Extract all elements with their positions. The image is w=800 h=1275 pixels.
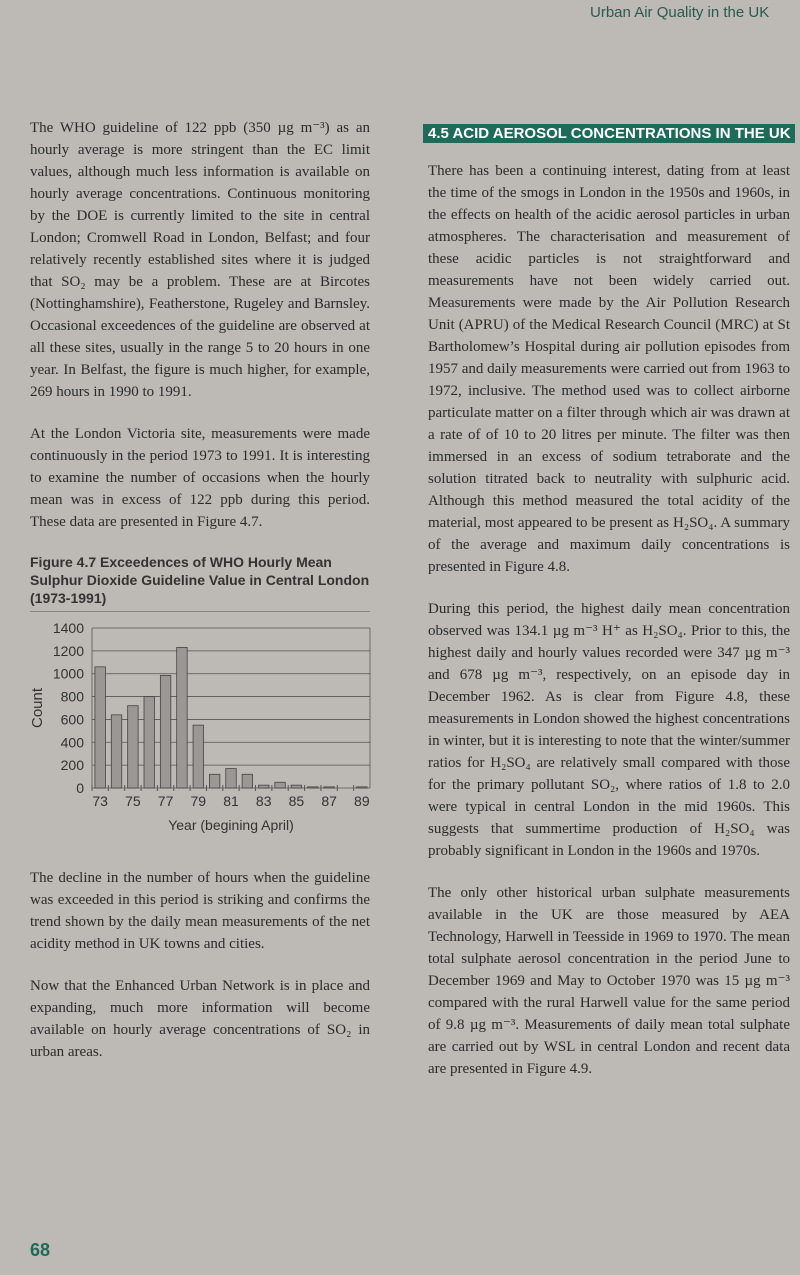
paragraph: The decline in the number of hours when the guideline was exceeded in this period is striking and confirms the trend shown by the daily mean measurements of the net acidity method in UK towns and cities.	[30, 870, 370, 952]
x-tick-label: 75	[125, 793, 141, 809]
x-axis-label: Year (begining April)	[168, 817, 294, 833]
paragraph: During this period, the highest daily mean concentration observed was 134.1 µg m⁻³ H⁺ as H₂SO₄. Prior to this, the highest daily and hourly values recorded were 347 µg m⁻³ and 678 µg m⁻³, respectively, on an episode day in December 1962. As is clear from Figure 4.8, these measurements in London showed the highest concentrations in winter, but it is interesting to note that the winter/summer ratios for H₂SO₄ are relatively small compared with those for the primary pollutant SO₂, where ratios of 1.8 to 2.0 were typical in central London in the mid 1960s. This suggests that summertime production of H₂SO₄ was probably significant in London in the 1960s and 1970s.	[428, 601, 790, 859]
paragraph: Now that the Enhanced Urban Network is in place and expanding, much more information will become available on hourly average concentrations of SO₂ in urban areas.	[30, 978, 370, 1060]
x-tick-label: 83	[255, 793, 272, 809]
bar-76	[144, 697, 154, 788]
bar-78	[177, 647, 187, 788]
bar-87	[324, 787, 334, 788]
y-tick-label: 1400	[52, 620, 84, 636]
page-number: 68	[30, 1240, 51, 1260]
bar-75	[128, 706, 138, 788]
bar-86	[308, 787, 318, 788]
bar-85	[291, 785, 301, 788]
y-tick-label: 600	[60, 711, 84, 728]
figure-title: Figure 4.7 Exceedences of WHO Hourly Mean Sulphur Dioxide Guideline Value in Central London (1973-1991)	[30, 553, 370, 612]
bar-73	[95, 667, 105, 788]
bar-83	[258, 785, 268, 788]
bar-84	[275, 782, 285, 788]
x-tick-label: 77	[157, 793, 174, 809]
y-tick-label: 800	[60, 688, 84, 705]
x-tick-label: 89	[354, 793, 370, 809]
y-tick-label: 0	[76, 780, 84, 796]
y-tick-label: 400	[60, 734, 84, 751]
bar-74	[111, 715, 121, 788]
x-tick-label: 87	[321, 793, 337, 809]
section-title: 4.5 ACID AEROSOL CONCENTRATIONS IN THE UK	[423, 124, 795, 143]
x-tick-label: 73	[92, 793, 108, 809]
bar-77	[160, 675, 170, 788]
x-tick-label: 79	[190, 793, 207, 809]
running-header: Urban Air Quality in the UK	[590, 4, 770, 21]
y-tick-label: 200	[60, 757, 84, 774]
y-tick-label: 1000	[52, 665, 84, 682]
paragraph: The WHO guideline of 122 ppb (350 µg m⁻³) as an hourly average is more stringent than the EC limit values, although much less information is available on hourly average concentrations. Continuous monitoring by the DOE is currently limited to the site in central London; Cromwell Road in London, Belfast; and four relatively recently established sites where it is judged that SO₂ may be a problem. These are at Bircotes (Nottinghamshire), Featherstone, Rugeley and Barnsley. Occasional exceedences of the guideline are observed at all these sites, usually in the range 5 to 20 hours in one year. In Belfast, the figure is much higher, for example, 269 hours in 1990 to 1991.	[30, 120, 370, 400]
paragraph: There has been a continuing interest, dating from at least the time of the smogs in London in the 1950s and 1960s, in the effects on health of the acidic aerosol particles in urban atmospheres. The characterisation and measurement of these acidic particles is not straightforward and measurements have not been widely carried out. Measurements were made by the Air Pollution Research Unit (APRU) of the Medical Research Council (MRC) at St Bartholomew’s Hospital during air pollution episodes from 1957 and daily measurements were carried out from 1963 to 1972, inclusive. The method used was to collect airborne particulate matter on a filter through which air was drawn at a rate of of 10 to 20 litres per minute. The filter was then immersed in an excess of sodium tetraborate and the solution titrated back to neutrality with sulphuric acid. Although this method measured the total acidity of the material, most appeared to be present as H₂SO₄. A summary of the average and maximum daily concentrations is presented in Figure 4.8.	[428, 163, 790, 575]
bar-81	[226, 769, 236, 788]
x-tick-label: 81	[223, 793, 239, 809]
y-tick-label: 1200	[52, 642, 84, 659]
paragraph: At the London Victoria site, measurements were made continuously in the period 1973 to 1991. It is interesting to examine the number of occasions when the hourly mean was in excess of 122 ppb during this period. These data are presented in Figure 4.7.	[30, 426, 370, 530]
bar-79	[193, 725, 203, 788]
paragraph: The only other historical urban sulphate measurements available in the UK are those measured by AEA Technology, Harwell in Teesside in 1969 to 1970. The mean total sulphate aerosol concentration in the period June to December 1969 and May to October 1970 was 15 µg m⁻³ compared with the rural Harwell value for the same period of 9.8 µg m⁻³. Measurements of daily mean total sulphate are carried out by WSL in central London and recent data are presented in Figure 4.9.	[428, 885, 790, 1077]
bar-chart	[20, 618, 380, 843]
left-column	[30, 117, 370, 1083]
bar-80	[209, 774, 219, 788]
y-axis-label: Count	[29, 687, 46, 729]
bar-89	[357, 787, 367, 788]
right-column	[428, 160, 790, 1100]
x-tick-label: 85	[288, 793, 305, 809]
bar-82	[242, 774, 252, 788]
